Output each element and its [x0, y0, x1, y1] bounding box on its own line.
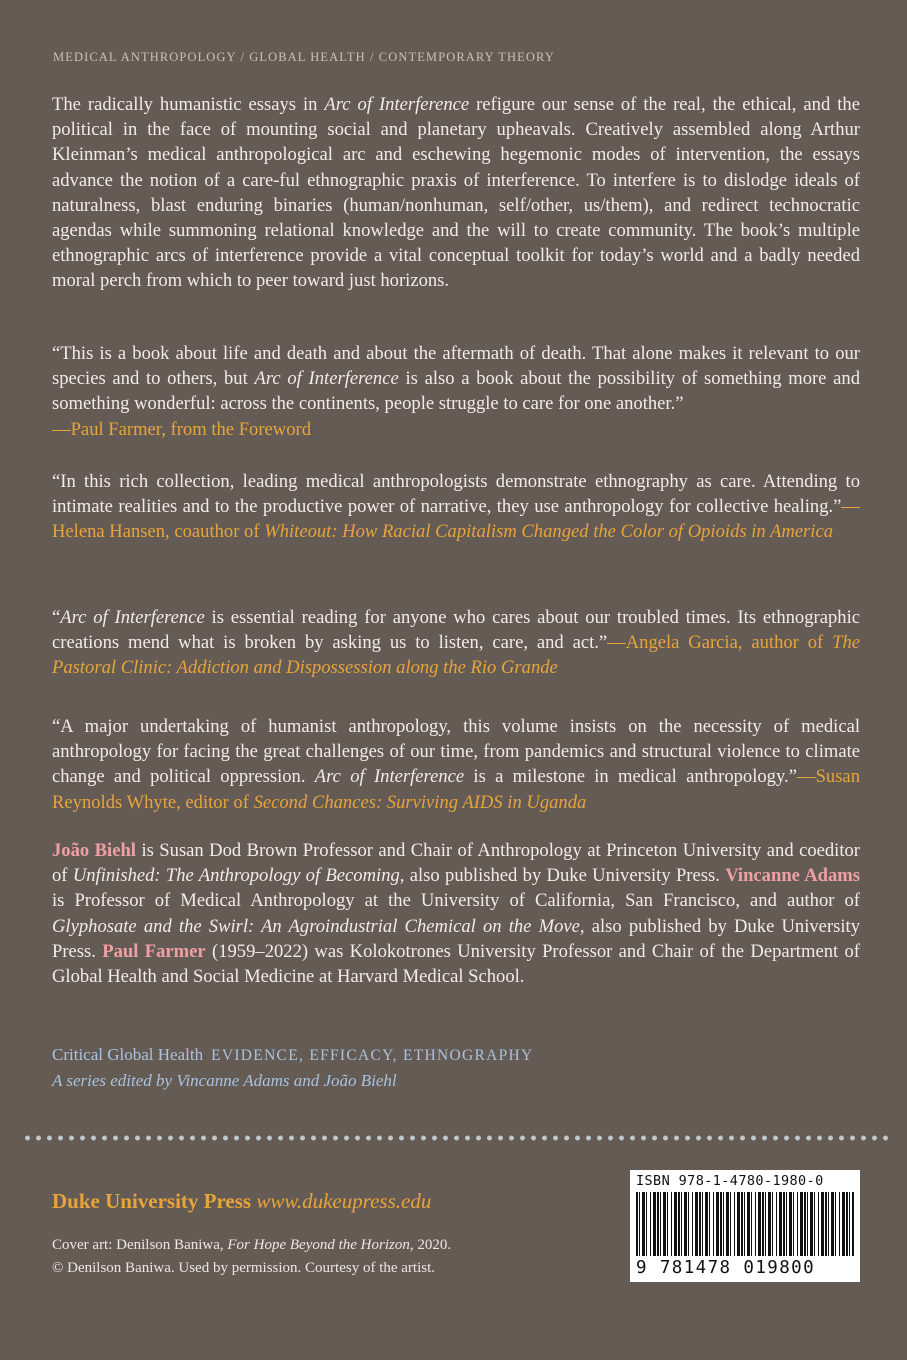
endorsement-attribution: —Susan Reynolds Whyte, editor of [52, 766, 860, 813]
publisher-name: Duke University Press [52, 1189, 252, 1213]
dotted-divider [22, 1134, 888, 1142]
endorsement-garcia: “Arc of Interference is essential reading for anyone who cares about our troubled times. Its ethnographic creations mend what is broken by asking us to listen, care, and act.”—Angela Garcia, author of The Pastoral Clinic: Addiction and Dispossession along the Rio Grande [52, 607, 860, 679]
endorsement-farmer: “This is a book about life and death and about the aftermath of death. That alone makes it relevant to our species and to others, but Arc of Interference is also a book about the possibility of something more and something wonderful: across the continents, people struggle to care for one another.” —Paul Farmer, from the Foreword [52, 343, 861, 440]
barcode-digits: 9 781478 019800 [636, 1258, 816, 1278]
book-description: The radically humanistic essays in Arc of Interference refigure our sense of the real, the ethical, and the political in the face of mounting social and planetary upheavals. Creatively assembled along Arthur Kleinman’s medical anthropological arc and eschewing hegemonic modes of intervention, the essays advance the notion of a care-ful ethnographic praxis of interference. To interfere is to dislodge ideals of naturalness, blast enduring binaries (human/nonhuman, self/other, us/them), and redirect technocratic agendas while summoning relational knowledge and the will to create community. The book’s multiple ethnographic arcs of interference provide a vital conceptual toolkit for today’s world and a badly needed moral perch from which to peer toward just horizons. [52, 94, 860, 292]
author-name: Vincanne Adams [725, 865, 860, 887]
book-title: Arc of Interference [324, 94, 470, 115]
endorsement-hansen: “In this rich collection, leading medical anthropologists demonstrate ethnography as care. Attending to intimate realities and to the productive power of narrative, they use anthropology for collective healing.”—Helena Hansen, coauthor of Whiteout: How Racial Capitalism Changed the Color of Opioids in America [52, 471, 860, 543]
isbn-barcode [630, 1170, 860, 1282]
series-info [52, 1042, 860, 1093]
series-name: Critical Global Health [52, 1045, 204, 1064]
endorsement-attribution: —Helena Hansen, coauthor of [52, 496, 860, 543]
author-name: João Biehl [52, 840, 136, 861]
barcode-bars [636, 1192, 854, 1256]
subject-categories: MEDICAL ANTHROPOLOGY / GLOBAL HEALTH / CONTEMPORARY THEORY [53, 50, 555, 64]
publisher-line [52, 1189, 431, 1214]
isbn-label: ISBN 978-1-4780-1980-0 [636, 1173, 824, 1189]
cover-art-credit: Cover art: Denilson Baniwa, For Hope Beyond the Horizon, 2020. © Denilson Baniwa. Used by permission. Courtesy of the artist. [52, 1237, 452, 1276]
endorsement-attribution: —Paul Farmer, from the Foreword [52, 418, 311, 440]
series-editors: A series edited by Vincanne Adams and João Biehl [52, 1071, 397, 1090]
endorsement-attribution: —Angela Garcia, author of [607, 632, 833, 654]
endorsement-whyte: “A major undertaking of humanist anthropology, this volume insists on the necessity of medical anthropology for facing the great challenges of our time, from pandemics and structural violence to climate change and political oppression. Arc of Interference is a milestone in medical anthropology.”—Susan Reynolds Whyte, editor of Second Chances: Surviving AIDS in Uganda [52, 716, 860, 813]
publisher-url[interactable]: www.dukeupress.edu [256, 1189, 432, 1213]
series-tagline: EVIDENCE, EFFICACY, ETHNOGRAPHY [211, 1047, 534, 1064]
author-name: Paul Farmer [102, 940, 206, 962]
author-bios: João Biehl is Susan Dod Brown Professor and Chair of Anthropology at Princeton University and coeditor of Unfinished: The Anthropology of Becoming, also published by Duke University Press. Vincanne Adams is Professor of Medical Anthropology at the University of California, San Francisco, and author of Glyphosate and the Swirl: An Agroindustrial Chemical on the Move, also published by Duke University Press. Paul Farmer (1959–2022) was Kolokotrones University Professor and Chair of the Department of Global Health and Social Medicine at Harvard Medical School. [52, 840, 860, 988]
